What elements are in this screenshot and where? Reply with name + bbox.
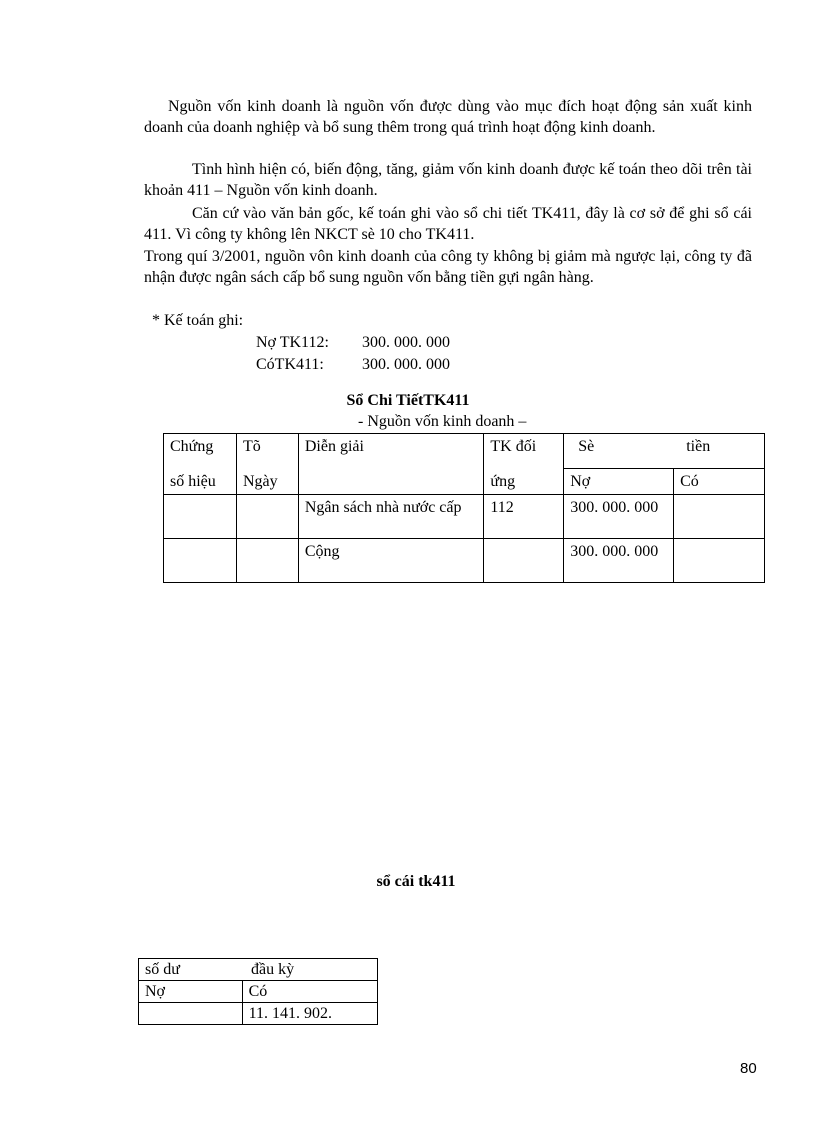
header-contra-account-2: ứng — [484, 469, 564, 495]
row-credit — [674, 495, 765, 539]
header-date: Ngày — [236, 469, 298, 495]
general-ledger-table — [138, 958, 378, 1025]
debit-amount: 300. 000. 000 — [362, 334, 450, 351]
general-ledger-title: sổ cái tk411 — [376, 873, 456, 890]
ledger-detail-title: Sổ Chi TiếtTK411 — [346, 392, 470, 409]
paragraph-capital-definition: Nguồn vốn kinh doanh là nguồn vốn được dùng vào mục đích hoạt động sản xuất kinh doanh của doanh nghiệp và bổ sung thêm trong quá trình hoạt động kinh doanh. — [144, 98, 752, 136]
row-contra: 112 — [484, 495, 564, 539]
table-row-total — [164, 539, 765, 583]
ledger-detail-table — [163, 433, 765, 583]
row-number — [164, 495, 237, 539]
table-header-row — [164, 434, 765, 469]
table-header-row — [139, 959, 378, 981]
header-contra-account: TK đối — [484, 434, 564, 469]
row-credit — [674, 539, 765, 583]
debit-account: Nợ TK112: — [256, 334, 329, 351]
entry-intro: * Kế toán ghi: — [152, 312, 244, 329]
header-credit: Có — [242, 981, 377, 1003]
table-row — [164, 495, 765, 539]
paragraph-quarter-note: Trong quí 3/2001, nguồn vôn kinh doanh của công ty không bị giảm mà ngược lại, công ty đã nhận được ngân sách cấp bổ sung nguồn vốn bằng tiền gựi ngân hàng. — [144, 248, 752, 286]
header-debit: Nợ — [564, 469, 674, 495]
table-subheader-row — [139, 981, 378, 1003]
header-number: số hiệu — [164, 469, 237, 495]
credit-amount: 300. 000. 000 — [362, 356, 450, 373]
row-number — [164, 539, 237, 583]
page-number: 80 — [740, 1060, 757, 1077]
row-description: Cộng — [298, 539, 484, 583]
paragraph-source-documents: Căn cứ vào văn bản gốc, kế toán ghi vào sổ chi tiết TK411, đây là cơ sở để ghi sổ cái 411. Vì công ty không lên NKCT sè 10 cho TK411. — [144, 205, 752, 243]
header-amount-right: tiền — [686, 438, 711, 455]
credit-value: 11. 141. 902. — [242, 1003, 377, 1025]
opening-balance-header — [139, 959, 378, 981]
header-amount-left: Sè — [578, 438, 595, 455]
table-row — [139, 1003, 378, 1025]
header-credit: Có — [674, 469, 765, 495]
row-date — [236, 495, 298, 539]
header-balance: số dư — [145, 961, 180, 978]
row-date — [236, 539, 298, 583]
header-amount — [564, 434, 765, 469]
entry-debit-line — [256, 332, 450, 354]
header-debit: Nợ — [139, 981, 243, 1003]
row-description: Ngân sách nhà nước cấp — [298, 495, 484, 539]
paragraph-account-tracking: Tình hình hiện có, biến động, tăng, giảm vốn kinh doanh được kế toán theo dõi trên tài khoản 411 – Nguồn vốn kinh doanh. — [144, 161, 752, 199]
entry-credit-line — [256, 354, 450, 376]
header-opening: đầu kỳ — [251, 961, 295, 978]
credit-account: CóTK411: — [256, 356, 324, 373]
header-description: Diễn giải — [298, 434, 484, 495]
row-debit: 300. 000. 000 — [564, 539, 674, 583]
ledger-detail-subtitle: - Nguồn vốn kinh doanh – — [358, 413, 527, 430]
row-debit: 300. 000. 000 — [564, 495, 674, 539]
debit-value — [139, 1003, 243, 1025]
row-contra — [484, 539, 564, 583]
header-to: Tõ — [236, 434, 298, 469]
header-voucher: Chứng — [164, 434, 237, 469]
